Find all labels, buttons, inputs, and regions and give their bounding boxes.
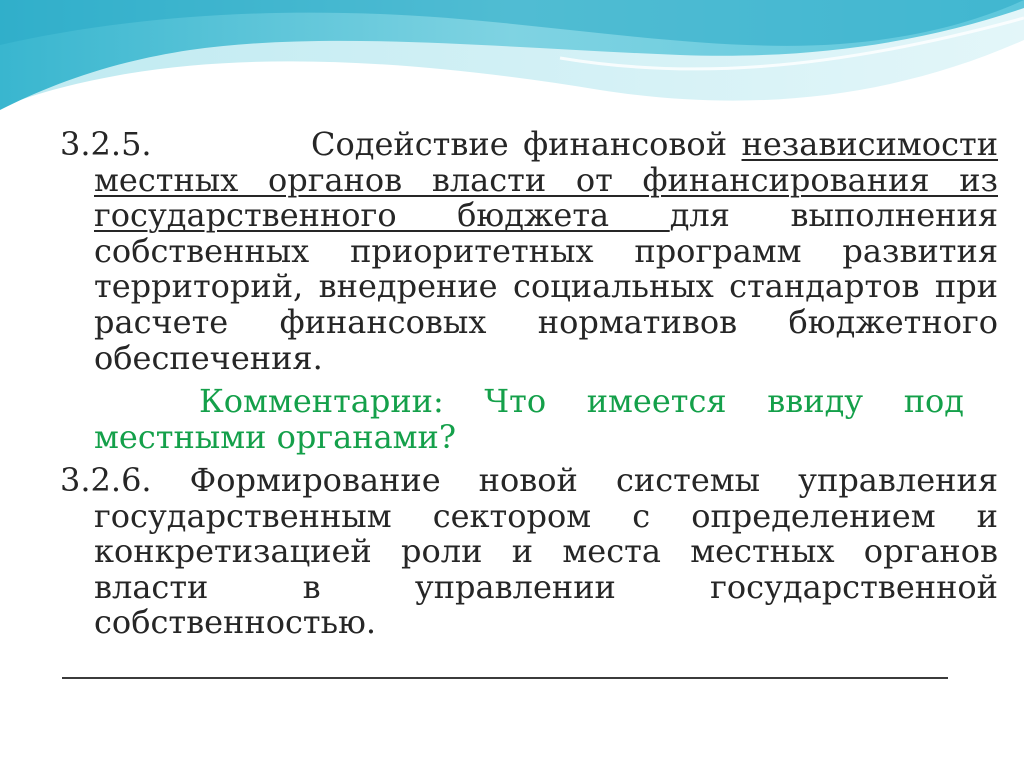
comment-text: Комментарии: Что имеется ввиду под местными органами?: [94, 382, 964, 456]
item-3-2-5: [60, 127, 998, 376]
item-text-after: для выполнения собственных приоритетных программ развития территорий, внедрение социальных стандартов при расчете финансовых нормативов бюджетного обеспечения.: [94, 196, 999, 377]
item-text-before: Содействие финансовой: [311, 125, 742, 163]
item-text: Формирование новой системы управления государственным сектором с определением и конкретизацией роли и места местных органов власти в управлении государственной собственностью.: [94, 461, 999, 642]
item-text-underlined: независимости местных органов власти от финансирования из государственного бюджета: [94, 125, 999, 235]
item-number: 3.2.5.: [60, 125, 152, 163]
item-3-2-6: [60, 463, 998, 641]
item-number: 3.2.6.: [60, 461, 152, 499]
horizontal-rule: [62, 677, 948, 679]
